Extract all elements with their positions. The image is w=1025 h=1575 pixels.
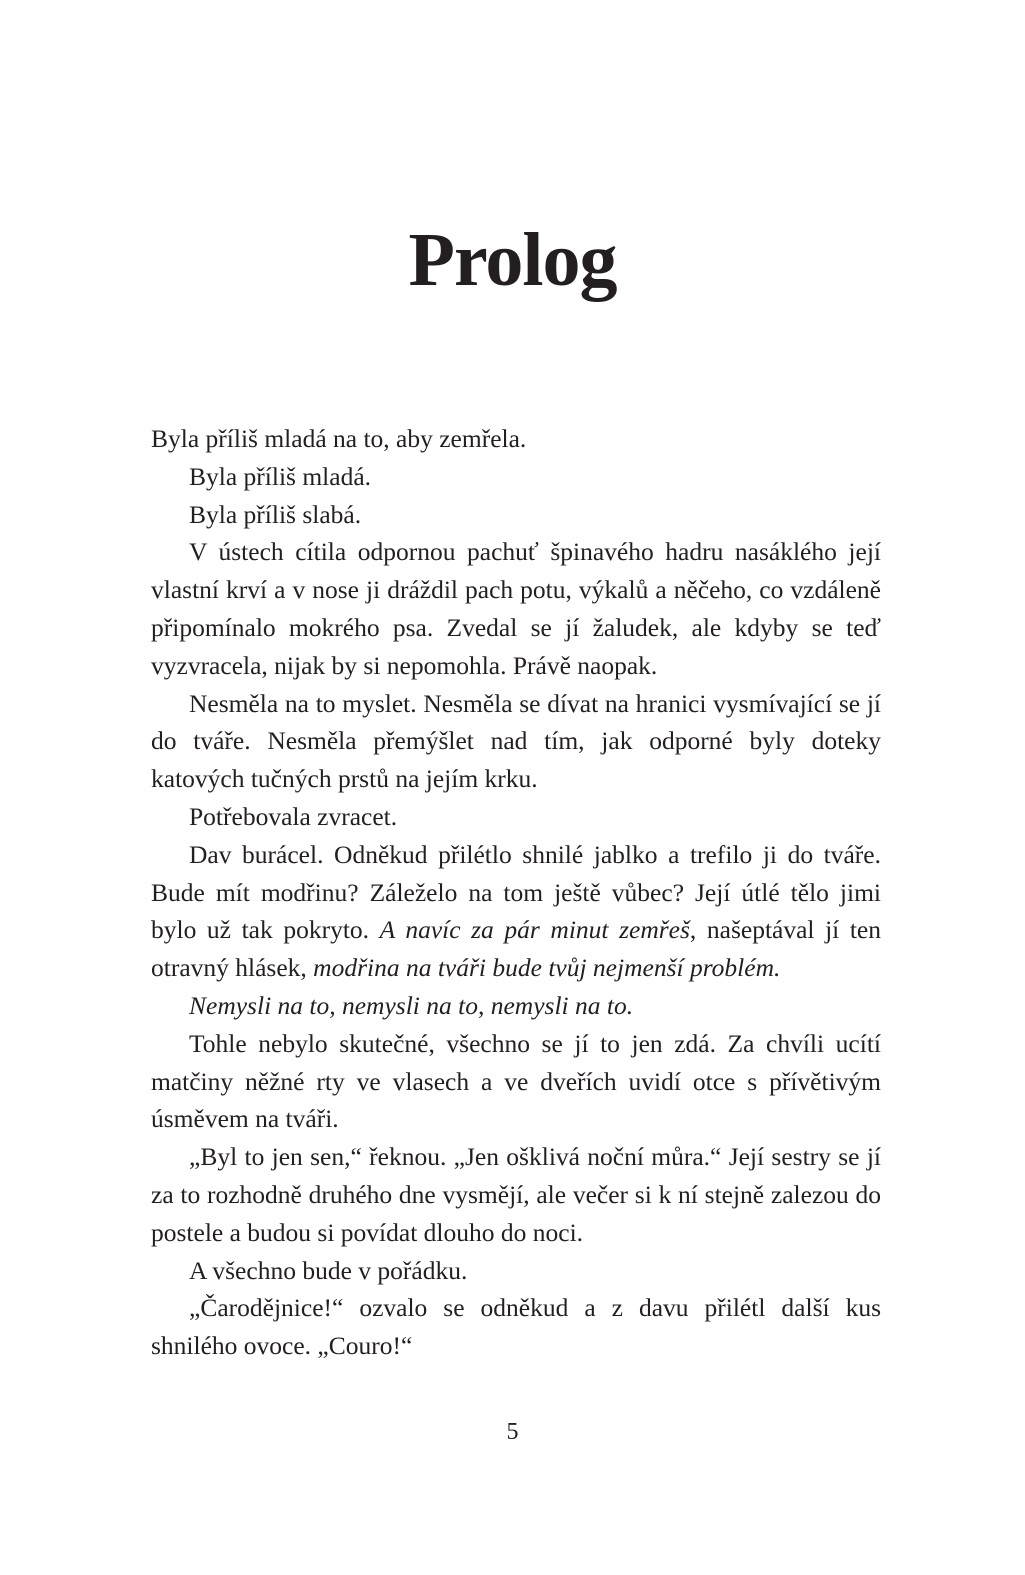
- paragraph: [151, 836, 881, 987]
- paragraph-segment: Dav burácel. Odněkud přilétlo shnilé jablko a trefilo ji do tváře. Bude mít modřinu? Záleželo na tom ještě vůbec? Její útlé tělo jimi bylo už tak pokryto.: [151, 839, 881, 945]
- body-text: [151, 420, 881, 1365]
- page-number: 5: [506, 1419, 519, 1445]
- paragraph: „Čarodějnice!“ ozvalo se odněkud a z davu přilétl další kus shnilého ovoce. „Couro!“: [151, 1293, 881, 1361]
- paragraph: V ústech cítila odpornou pachuť špinavého hadru nasáklého její vlastní krví a v nose ji dráždil pach potu, výkalů a něčeho, co vzdáleně připomínalo mokrého psa. Zvedal se jí žaludek, ale kdyby se teď vyzvracela, nijak by si nepomohla. Právě naopak.: [151, 537, 881, 680]
- paragraph: Byla příliš slabá.: [189, 499, 362, 529]
- paragraph: Tohle nebylo skutečné, všechno se jí to jen zdá. Za chvíli ucítí matčiny něžné rty ve vlasech a ve dveřích uvidí otce s přívětivým úsměvem na tváři.: [151, 1028, 881, 1134]
- paragraph: „Byl to jen sen,“ řeknou. „Jen ošklivá noční můra.“ Její sestry se jí za to rozhodně druhého dne vysmějí, ale večer si k ní stejně zalezou do postele a budou si povídat dlouho do noci.: [151, 1142, 881, 1247]
- paragraph: Potřebovala zvracet.: [189, 801, 398, 831]
- paragraph: Byla příliš mladá na to, aby zemřela.: [151, 424, 527, 453]
- italic-segment: modřina na tváři bude tvůj nejmenší problém.: [313, 953, 781, 983]
- italic-segment: A navíc za pár minut zemřeš: [379, 915, 690, 945]
- paragraph: [151, 987, 881, 1025]
- chapter-title: Prolog: [408, 218, 617, 302]
- italic-segment: Nemysli na to, nemysli na to, nemysli na to.: [189, 990, 634, 1020]
- paragraph-segment: , našeptával jí ten otravný hlásek,: [151, 915, 882, 983]
- paragraph: Nesměla na to myslet. Nesměla se dívat na hranici vysmívající se jí do tváře. Nesměla přemýšlet nad tím, jak odporné byly doteky katových tučných prstů na jejím krku.: [151, 688, 881, 794]
- paragraph: A všechno bude v pořádku.: [189, 1255, 468, 1285]
- paragraph: Byla příliš mladá.: [189, 461, 372, 491]
